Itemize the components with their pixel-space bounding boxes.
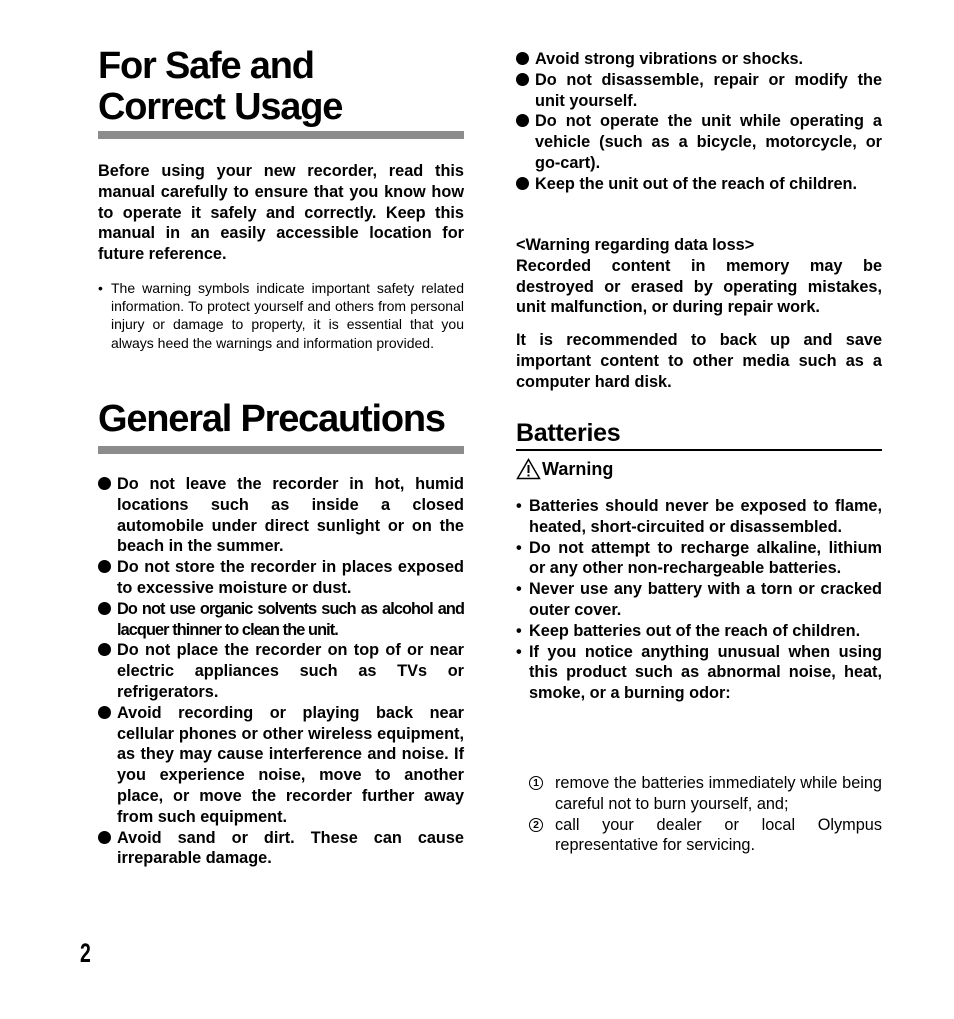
bullet-dot-icon — [98, 477, 111, 490]
list-item: 2 call your dealer or local Olympus representative for servicing. — [529, 815, 882, 857]
circled-number-1: 1 — [529, 776, 543, 790]
data-loss-heading: <Warning regarding data loss> — [516, 236, 755, 254]
list-item: Avoid recording or playing back near cellular phones or other wireless equipment, as they may cause interference and noise. If you experience noise, move to another place, or move the recorder further away from such equipment. — [98, 703, 464, 828]
list-item: Do not place the recorder on top of or near electric appliances such as TVs or refrigerators. — [98, 640, 464, 702]
list-item: Avoid strong vibrations or shocks. — [516, 49, 882, 70]
battery-steps-list — [529, 773, 882, 856]
bullet-dot-icon — [98, 706, 111, 719]
warning-heading — [516, 458, 613, 480]
page-title-line2: Correct Usage — [98, 86, 343, 128]
note-text: The warning symbols indicate important safety related information. To protect yourself and others from personal injury or damage to property, it is essential that you always heed the warnings and information provided. — [111, 280, 464, 351]
list-item: Do not use organic solvents such as alcohol and lacquer thinner to clean the unit. — [98, 599, 464, 641]
battery-warnings-list — [516, 496, 882, 704]
list-item: • Keep batteries out of the reach of children. — [516, 621, 861, 640]
bullet-dot-icon — [98, 643, 111, 656]
bullet-dot-icon — [516, 114, 529, 127]
list-item: • Batteries should never be exposed to flame, heated, short-circuited or disassembled. — [516, 497, 882, 536]
bullet-dot-icon — [98, 831, 111, 844]
list-item: Do not operate the unit while operating a vehicle (such as a bicycle, motorcycle, or go-cart). — [516, 111, 882, 173]
note-bullet: • — [98, 280, 103, 296]
precautions-underline — [98, 446, 464, 454]
batteries-underline — [516, 449, 882, 451]
list-item: Keep the unit out of the reach of children. — [516, 174, 882, 195]
page-number: 2 — [80, 938, 91, 968]
intro-paragraph: Before using your new recorder, read this manual carefully to ensure that you know how to operate it safely and correctly. Keep this manual in an easily accessible location for future reference. — [98, 162, 464, 264]
warning-triangle-icon — [516, 458, 541, 480]
bullet-dot-icon — [516, 73, 529, 86]
list-item: Do not disassemble, repair or modify the unit yourself. — [516, 70, 882, 112]
backup-paragraph: It is recommended to back up and save important content to other media such as a computer hard disk. — [516, 331, 882, 391]
precautions-list-left — [98, 474, 464, 869]
bullet-dot-icon — [98, 602, 111, 615]
precautions-list-right — [516, 49, 882, 195]
page-title-line1: For Safe and — [98, 45, 314, 87]
page-title — [98, 46, 342, 128]
warning-label: Warning — [542, 459, 614, 479]
list-item: • Never use any battery with a torn or cracked outer cover. — [516, 580, 882, 619]
list-item: Do not leave the recorder in hot, humid locations such as inside a closed automobile under direct sunlight or on the beach in the summer. — [98, 474, 464, 557]
title-underline — [98, 131, 464, 139]
list-item: Do not store the recorder in places exposed to excessive moisture or dust. — [98, 557, 464, 599]
general-precautions-title: General Precautions — [98, 398, 445, 440]
safety-note — [98, 279, 464, 352]
circled-number-2: 2 — [529, 818, 543, 832]
batteries-title: Batteries — [516, 419, 621, 447]
list-item: 1 remove the batteries immediately while being careful not to burn yourself, and; — [529, 773, 882, 815]
data-loss-text: Recorded content in memory may be destroyed or erased by operating mistakes, unit malfunction, or during repair work. — [516, 256, 882, 317]
bullet-dot-icon — [516, 177, 529, 190]
list-item: • If you notice anything unusual when using this product such as abnormal noise, heat, smoke, or a burning odor: — [516, 642, 882, 703]
data-loss-block — [516, 235, 882, 318]
bullet-dot-icon — [516, 52, 529, 65]
list-item: • Do not attempt to recharge alkaline, lithium or any other non-rechargeable batteries. — [516, 538, 882, 578]
bullet-dot-icon — [98, 560, 111, 573]
list-item: Avoid sand or dirt. These can cause irreparable damage. — [98, 828, 464, 870]
